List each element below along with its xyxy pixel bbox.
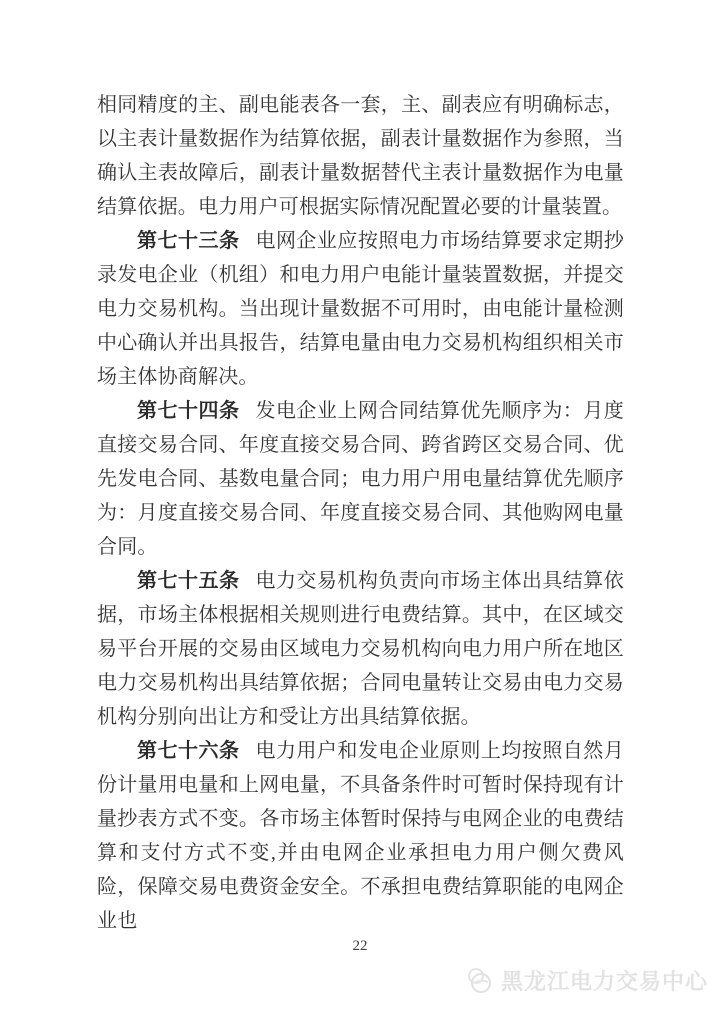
- paragraph-article-76: [97, 734, 624, 938]
- paragraph-article-73: [97, 224, 624, 394]
- paragraph-article-74: [97, 394, 624, 564]
- paragraph-article-75: [97, 564, 624, 734]
- paragraph-text: 电力用户和发电企业原则上均按照自然月份计量用电量和上网电量，不具备条件时可暂时保持现有计量抄表方式不变。各市场主体暂时保持与电网企业的电费结算和支付方式不变,并由电网企业承担电力用户侧欠费风险，保障交易电费资金安全。不承担电费结算职能的电网企业也: [97, 740, 624, 932]
- paragraph-text: 相同精度的主、副电能表各一套，主、副表应有明确标志，以主表计量数据作为结算依据，副表计量数据作为参照，当确认主表故障后，副表计量数据替代主表计量数据作为电量结算依据。电力用户可根据实际情况配置必要的计量装置。: [97, 94, 624, 218]
- paragraph-text: 电网企业应按照电力市场结算要求定期抄录发电企业（机组）和电力用户电能计量装置数据，并提交电力交易机构。当出现计量数据不可用时，由电能计量检测中心确认并出具报告，结算电量由电力交易机构组织相关市场主体协商解决。: [97, 230, 624, 388]
- article-number: 第七十五条: [137, 570, 240, 592]
- article-number: 第七十四条: [137, 400, 240, 422]
- paragraph-text: 电力交易机构负责向市场主体出具结算依据，市场主体根据相关规则进行电费结算。其中，在区域交易平台开展的交易由区域电力交易机构向电力用户所在地区电力交易机构出具结算依据；合同电量转让交易由电力交易机构分别向出让方和受让方出具结算依据。: [97, 570, 624, 728]
- article-number: 第七十三条: [137, 230, 240, 252]
- watermark: [464, 964, 708, 996]
- page-number: 22: [352, 938, 368, 954]
- trading-center-logo-icon: [464, 964, 496, 996]
- paragraph-continuation: [97, 88, 624, 224]
- paragraph-text: 发电企业上网合同结算优先顺序为：月度直接交易合同、年度直接交易合同、跨省跨区交易合同、优先发电合同、基数电量合同；电力用户用电量结算优先顺序为：月度直接交易合同、年度直接交易合同、其他购网电量合同。: [97, 400, 624, 558]
- document-body: [97, 88, 624, 938]
- watermark-label: 黑龙江电力交易中心: [500, 968, 708, 994]
- article-number: 第七十六条: [137, 740, 240, 762]
